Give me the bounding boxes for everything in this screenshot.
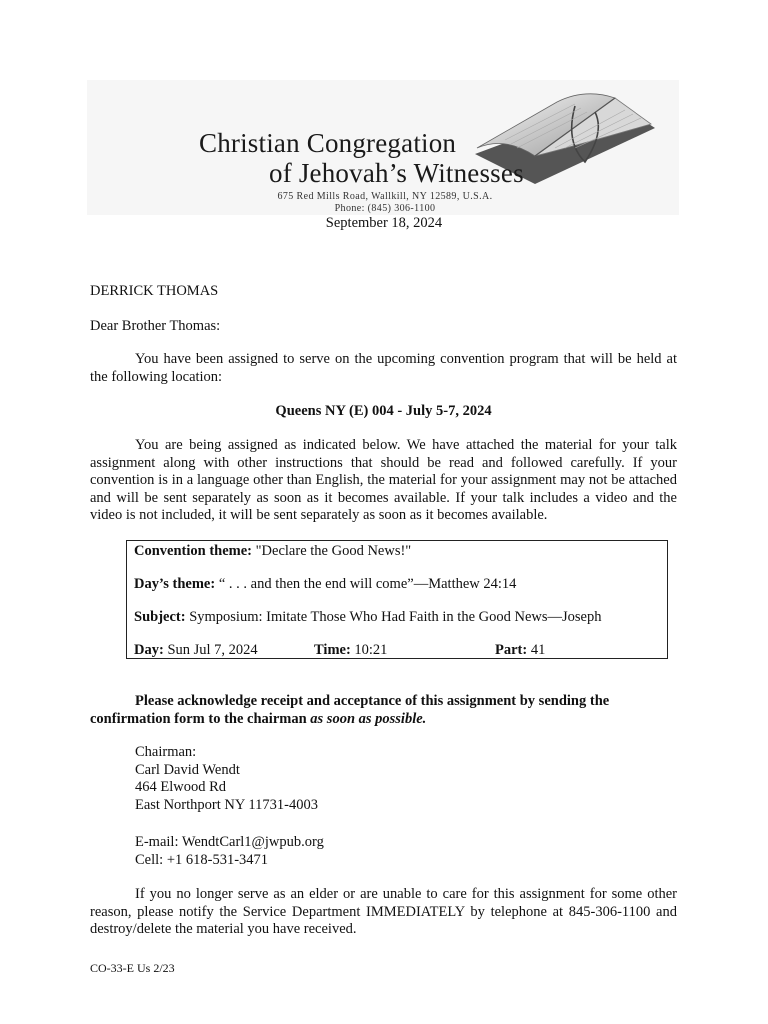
org-name-line1: Christian Congregation (199, 128, 457, 158)
chairman-contact-details (135, 834, 324, 869)
closing-paragraph: If you no longer serve as an elder or are unable to care for this assignment for some other reason, please notify the Service Department IMMEDIATELY by telephone at 845-306-1100 and destroy/delete the material you have received. (90, 886, 677, 937)
chairman-city: East Northport NY 11731-4003 (135, 796, 318, 813)
part-label: Part: (495, 642, 528, 658)
time-label: Time: (314, 642, 351, 658)
assignment-box (126, 540, 668, 659)
intro-paragraph: You have been assigned to serve on the upcoming convention program that will be held at the following location: (90, 351, 677, 385)
subject-row (134, 609, 601, 626)
letterhead (87, 80, 679, 215)
chairman-street: 464 Elwood Rd (135, 779, 227, 795)
chairman-heading: Chairman: (135, 744, 197, 760)
time-row (314, 642, 387, 659)
recipient-name: DERRICK THOMAS (90, 283, 219, 299)
day-theme-row (134, 576, 516, 593)
chairman-contact (135, 744, 318, 814)
acknowledge-emphasis: as soon as possible. (310, 710, 427, 727)
day-theme-label: Day’s theme: (134, 576, 216, 592)
day-theme-value: “ . . . and then the end will come”—Matthew 24:14 (218, 576, 517, 592)
convention-theme-row (134, 543, 411, 560)
org-name-line2: of Jehovah’s Witnesses (269, 158, 524, 188)
letter-date: September 18, 2024 (325, 215, 443, 231)
day-label: Day: (134, 642, 164, 658)
chairman-email: E-mail: WendtCarl1@jwpub.org (135, 834, 324, 850)
subject-value: Symposium: Imitate Those Who Had Faith in the Good News—Joseph (189, 609, 602, 625)
salutation: Dear Brother Thomas: (90, 318, 221, 334)
instructions-paragraph: You are being assigned as indicated below. We have attached the material for your talk assignment along with other instructions that should be read and followed carefully. If your convention is in a language other than English, the material for your assignment may not be attached and will be sent separately as soon as it becomes available. If your talk includes a video and the video is not included, it will be sent separately as soon as it becomes available. (90, 437, 677, 523)
part-row (495, 642, 545, 659)
form-code: CO-33-E Us 2/23 (90, 961, 175, 975)
part-value: 41 (530, 642, 546, 658)
convention-theme-label: Convention theme: (134, 543, 253, 559)
chairman-cell: Cell: +1 618-531-3471 (135, 851, 269, 868)
chairman-name: Carl David Wendt (135, 761, 240, 778)
day-row (134, 642, 258, 659)
org-address: 675 Red Mills Road, Wallkill, NY 12589, U.S.A. (277, 191, 493, 202)
acknowledge-paragraph (90, 693, 677, 728)
subject-label: Subject: (134, 609, 186, 625)
convention-theme-value: "Declare the Good News!" (255, 543, 412, 559)
org-phone: Phone: (845) 306-1100 (334, 203, 436, 214)
day-value: Sun Jul 7, 2024 (167, 642, 258, 658)
time-value: 10:21 (354, 642, 388, 658)
acknowledge-text: Please acknowledge receipt and acceptance of this assignment by sending the confirmation form to the chairman (90, 693, 610, 727)
convention-location: Queens NY (E) 004 - July 5-7, 2024 (275, 403, 492, 419)
